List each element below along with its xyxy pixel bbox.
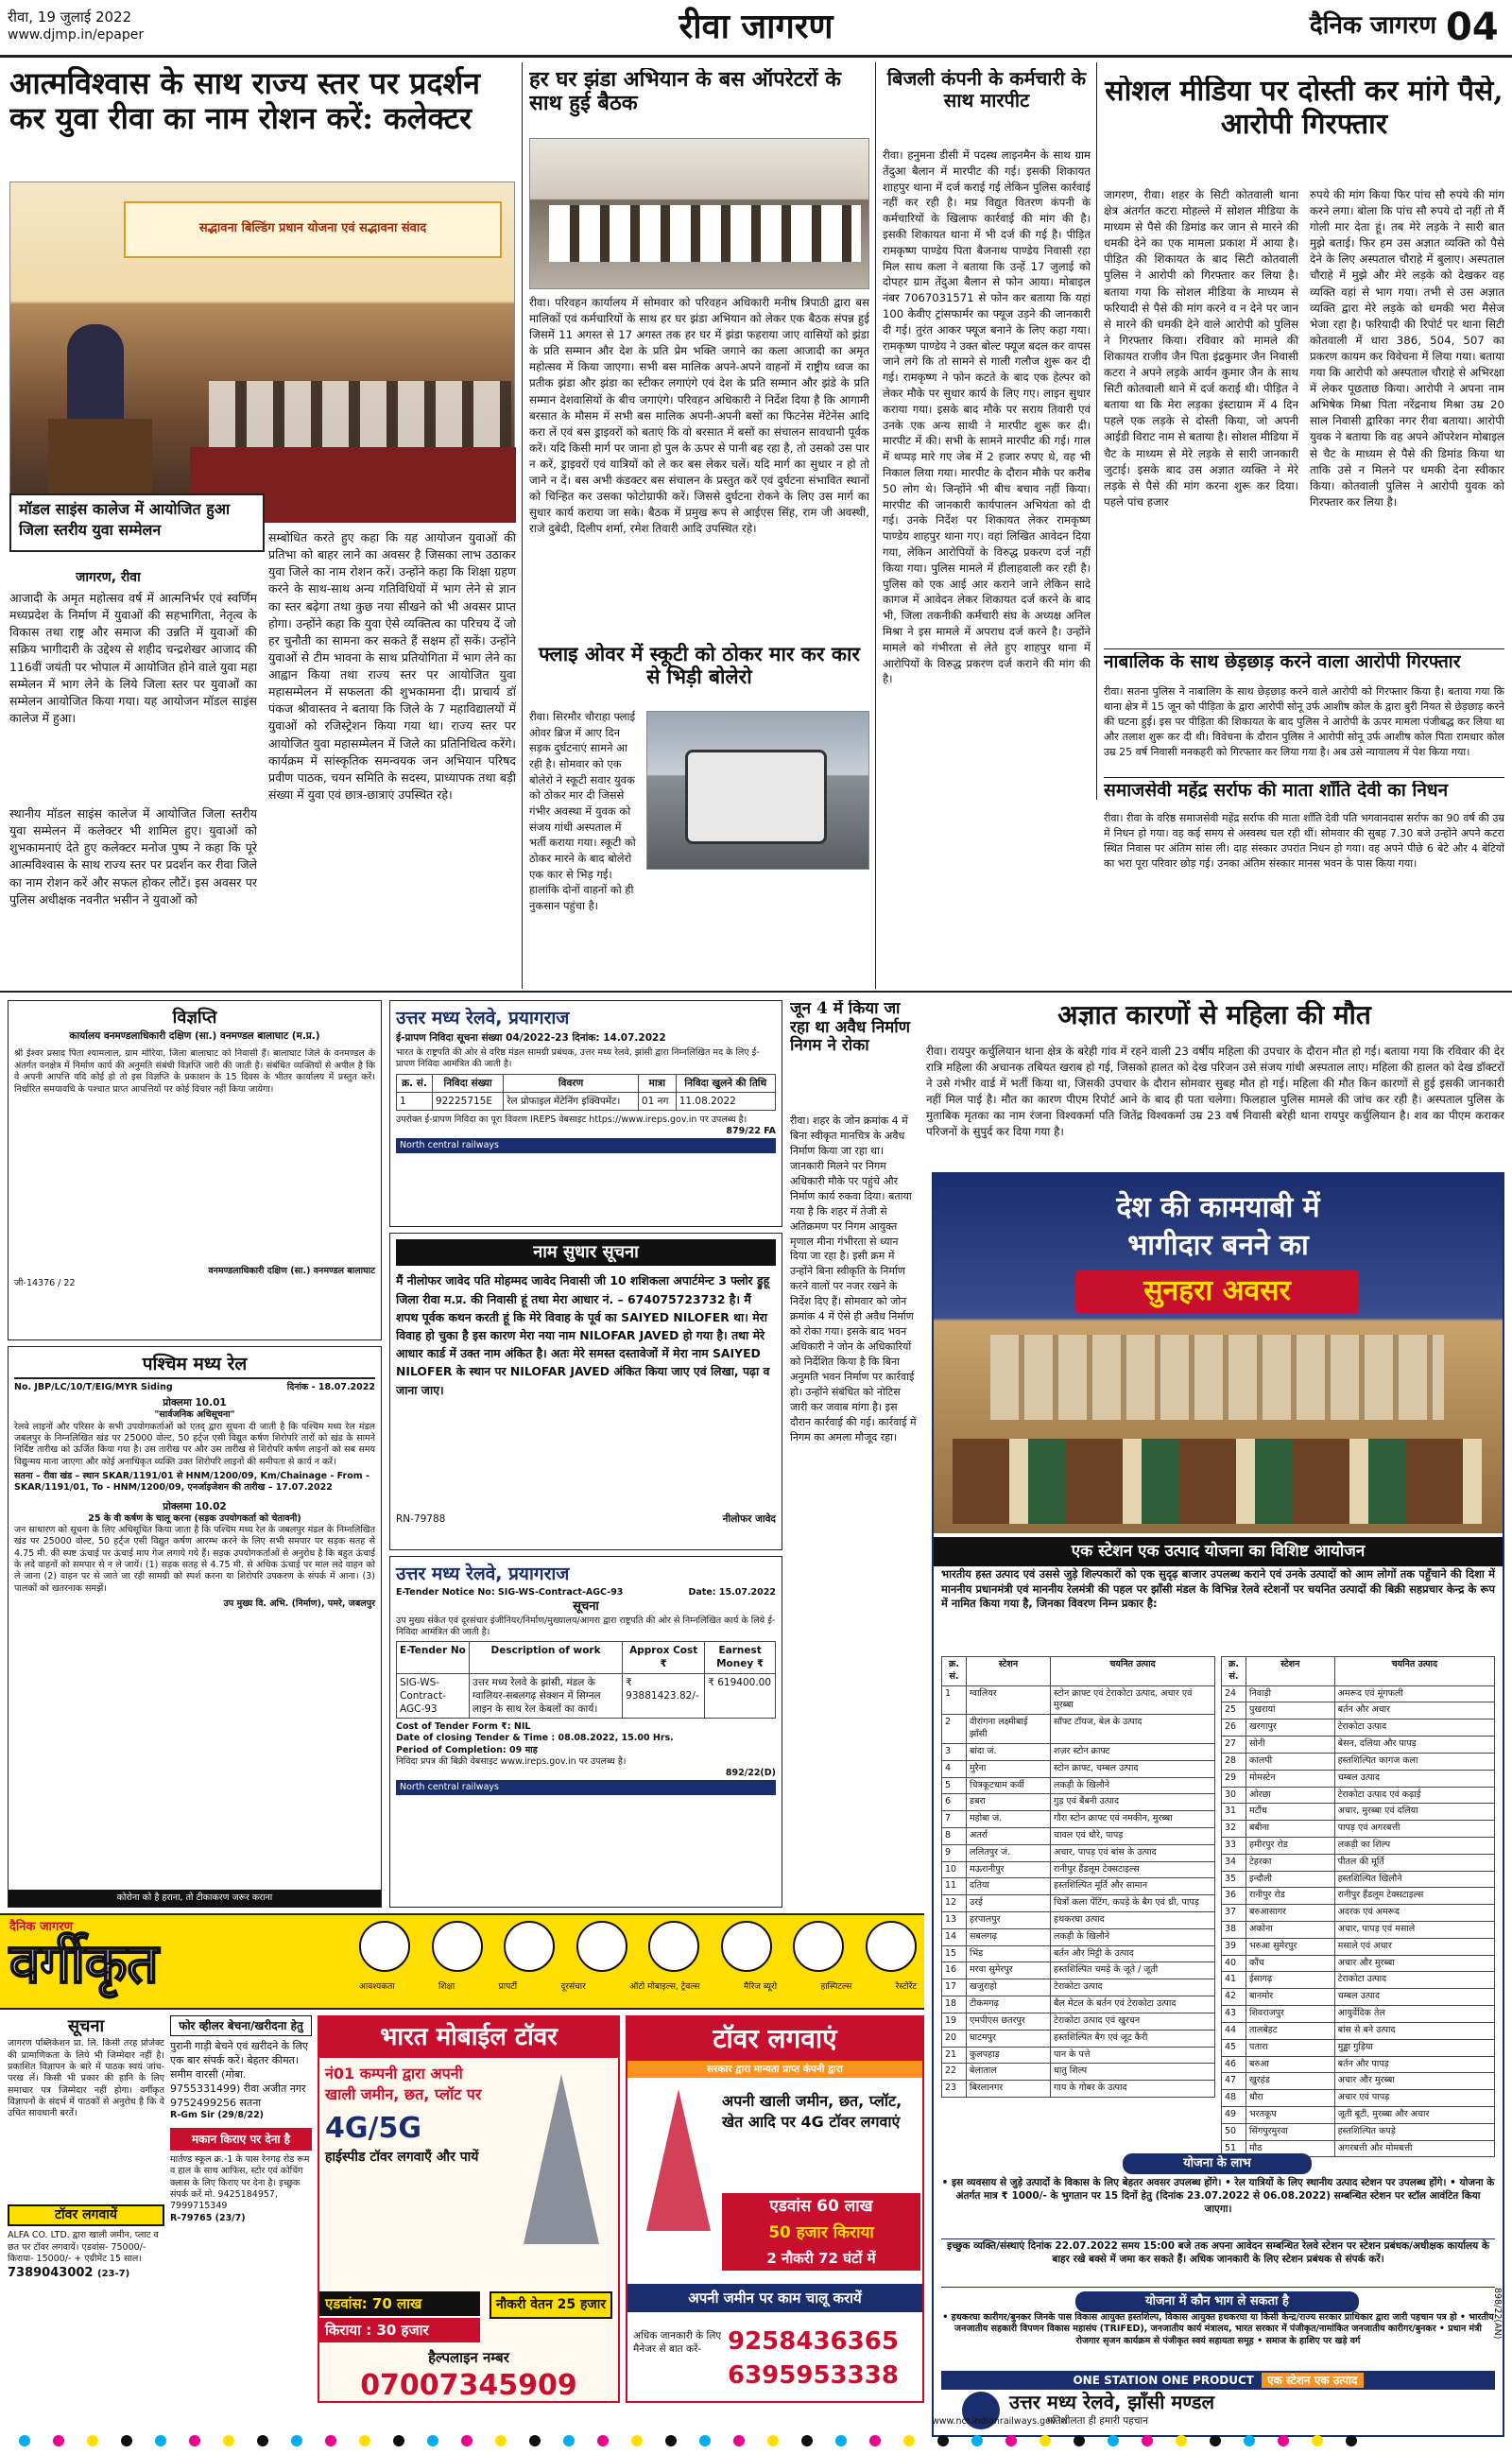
registration-dot: [291, 2435, 302, 2446]
flag-body: रीवा। परिवहन कार्यालय में सोमवार को परिवहन अधिकारी मनीष त्रिपाठी द्वारा बस मालिकों एवं कर्मचारियों के साथ हर घर झंडा अभियान को लेकर एक बैठक संपन्न हुई जिसमें 11 अगस्त से 17 अगस्त तक हर घर में झंडा फहराया जाए वासियों को झंडा के प्रति सम्मान और देश के प्रति प्रेम भक्ति जगाने का कला आजादी का अमृत महोत्सव में किया जाएगा। सभी बस मालिक अपने-अपने वाहनों में राष्ट्रीय ध्वज का प्रतीक झंडा और झंडा का स्टीकर लगाएंगे एवं देश के प्रति सम्मान और झंडे के प्रति सम्मान देशवासियों के बीच जगाएंगे। परिवहन अधिकारी ने निर्देश दिया है कि आगामी बरसात के मौसम में सभी बस मालिक अपनी-अपनी बसों का फिटनेस मेंटेनेंस आदि करा लें एवं बस ड्राइवरों को बताएं कि वो बरसात में बसों का संचालन सावधानी पूर्वक करें। यदि किसी मार्ग पर जाना हो पुल के ऊपर से पानी बह रहा है, तो उसको उस पार न करें, ड्राइवरों एवं यात्रियों को ले कर बस लेकर चलें। यदि मार्ग का सुधार न हो तो जाने न दें। बस अभी कंडक्टर बस संचालन के प्रस्तुत करें एवं दुर्घटना संभावित स्थानों को चिन्हित कर उसका फोटोग्राफी करें। जिससे दुर्घटना रोकने के लिए उस मार्ग का सुधार कार्य कराया जा सके। बैठक में प्रमुख रूप से आईएस सिंह, राम जी अवस्थी, राजे दुबेदी, दिलीप शर्मा, रमेश तिवारी आदि उपस्थित रहे।: [529, 296, 869, 536]
table-row: 1 ग्वालियर स्टोन क्राफ्ट एवं टेराकोटा उत्पाद, अचार एवं मुरब्बा: [942, 1685, 1215, 1715]
table-row: 50 सिंगपुरमुरवा हस्तशिल्पित कपड़े: [1222, 2123, 1495, 2140]
table-row: 14 सबलगढ़ लकड़ी के खिलौने: [942, 1928, 1215, 1945]
registration-dot: [937, 2435, 949, 2446]
registration-dot: [665, 2435, 677, 2446]
vigyapti-box: [8, 1000, 382, 1340]
osop-banner-line-1: देश की कामयाबी में: [1116, 1191, 1320, 1224]
electric-headline: बिजली कंपनी के कर्मचारी के साथ मारपीट: [886, 68, 1087, 112]
event-banner: सद्भावना बिल्डिंग प्रधान योजना एवं सद्भावना संवाद: [124, 201, 502, 258]
th-tender-no: निविदा संख्या: [432, 1074, 503, 1092]
table-row: 45 पतारा मुड्ढा गुड़िया: [1222, 2039, 1495, 2056]
osop-who-title: योजना में कौन भाग ले सकता है: [1075, 2291, 1359, 2312]
vargikrit-brand: दैनिक जागरण: [9, 1920, 74, 1934]
registration-dot: [767, 2435, 779, 2446]
section-title: रीवा जागरण: [679, 7, 833, 46]
osop-table-left: क्र. सं. स्टेशन चयनित उत्पाद 1 ग्वालियर स्टोन क्राफ्ट एवं टेराकोटा उत्पाद, अचार एवं मुरब्बा 2 वीरांगना लक्ष्मीबाई झाँसी सॉफ्ट टॉयज, बेल के उत्पाद 3 बांदा जं. शज़र स्टोन क्राफ्ट 4 मुरैना स्टोन क्राफ्ट, चम्बल उत्पाद 5 चित्रकूटधाम कर्वी लकड़ी के खिलौने 6 डबरा गुड़ एवं बैंबनी उत्पाद 7 महोबा जं. गौरा स्टोन क्राफ्ट एवं नमकीन, मुरब्बा 8 अतर्रा चावल एवं धौरे, पापड़ 9 ललितपुर जं. अचार, पापड़ एवं बांस के उत्पाद 10 मऊरानीपुर रानीपुर हैंडलूम टेक्सटाइल्स 11 दतिया हस्तशिल्पित मूर्ति और सामान 12 उरई चित्रों कला पेंटिंग, कपड़े के बैग एवं थ्री, पापड़ 13 हरपालपुर हथकरघा उत्पाद 14 सबलगढ़ लकड़ी के खिलौने 15 भिंड बर्तन और मिट्टी के उत्पाद 16 मरवा सुमेरपुर हस्तशिल्पित चमड़े के जूते / जूती 17 खजुराहो टेराकोटा उत्पाद 18 टीकमगढ़ बैल मेटल के बर्तन एवं टेराकोटा उत्पाद 19 एमपीएस छतरपुर टेराकोटा उत्पाद एवं खुरचन 20 घाटमपुर हस्तशिल्पित बैग एवं जूट कैरी 21 कुलपहाड़ पान के पत्ते 22 बेलाताल धातु शिल्प 23 बिरलानगर गाय के गोबर के उत्पाद: [941, 1656, 1215, 2098]
tower2-icon: [646, 2089, 711, 2231]
table-row: 35 इन्दौली हस्तशिल्पित खिलौने: [1222, 1871, 1495, 1888]
name-change-sign: नीलोफर जावेद: [722, 1513, 776, 1526]
ncr-tender-table: [396, 1074, 776, 1111]
table-row: 44 तालबेहट बांस से बने उत्पाद: [1222, 2022, 1495, 2039]
craft-products: [953, 1439, 1482, 1524]
lead-photo: [9, 181, 515, 522]
icon-hospital-icon: [793, 1921, 844, 1972]
icon-auto-icon: [648, 1921, 699, 1972]
registration-dot: [1040, 2435, 1051, 2446]
june-headline: जून 4 में किया जा रहा था अवैध निर्माण निगम ने रोका: [790, 1000, 910, 1056]
osop-benefits: • इस व्यवसाय से जुड़े उत्पादों के विकास के लिए बेहतर अवसर उपलब्ध होंगे। • रेल यात्रियों के लिए स्थानीय उत्पाद स्टेशन पर उपलब्ध होंगे। • योजना के अंतर्गत मात्र ₹ 1000/- के भुगतान पर 15 दिनों हेतु (दिनांक 23.07.2022 से 06.08.2022) सम्बन्धित स्टेशन पर स्टॉल आवंटित किया जाएगा।: [941, 2177, 1495, 2216]
table-row: 21 कुलपहाड़ पान के पत्ते: [942, 2047, 1215, 2064]
registration-dot: [1210, 2435, 1221, 2446]
bharat-advance: एडवांस: 70 लाख: [319, 2291, 480, 2316]
wcr-heading-1: "सार्वजनिक अधिसूचना": [154, 1409, 235, 1421]
registration-dot: [359, 2435, 370, 2446]
ncr-etender-intro: उप मुख्य संकेत एवं दूरसंचार इंजीनियर/निर्माण/मुख्यालय/आगरा द्वारा राष्ट्रपति की ओर से निम्नलिखित कार्य के लिये ई-निविदा आमंत्रित की जाती है।: [396, 1615, 776, 1637]
wcr-title: पश्चिम मध्य रेल: [14, 1353, 375, 1379]
suchna-title: सूचना: [67, 2016, 105, 2036]
bharat-tower-ad: [318, 2015, 620, 2403]
ncr-etender-title: उत्तर मध्य रेलवे, प्रयागराज: [396, 1564, 570, 1584]
bharat-line-1: नं01 कम्पनी द्वारा अपनी खाली जमीन, छत, प्लॉट पर: [325, 2065, 482, 2103]
bharat-line-2: 4G/5G: [325, 2112, 421, 2146]
condolence-body: रीवा। रीवा के वरिष्ठ समाजसेवी महेंद्र सर्राफ की माता शाँति देवी पति भगवानदास सर्राफ का 90 वर्ष की उम्र में निधन हो गया। वह कई समय से अस्वस्थ चल रही थीं। सोमवार की सुबह 7.30 बजे उन्होंने अपने कटरा स्थित निवास पर अंतिम सांस ली। दाह संस्कार उपरांत निधन हो गया। वह अपने पीछे 6 बेटे और 4 बेटियों का भरा पूरा परिवार छोड़ गई। उनका अंतिम संस्कार मानस भवन के पास किया गया।: [1104, 812, 1504, 870]
lead-para-3: सम्बोधित करते हुए कहा कि यह आयोजन युवाओं की प्रतिभा को बाहर लाने का अवसर है जिसका लाभ उठाकर युवा जिले का नाम रोशन करें। उन्होंने कहा कि शिक्षा ग्रहण करने के साथ-साथ अन्य गतिविधियों में भाग लेने से ज्ञान का स्तर बढ़ेगा तथा कुछ नया सीखने को भी अवसर प्राप्त होगा। उन्होंने कहा कि युवा ऐसे व्यक्तित्व का परिचय दें जो हर चुनौती का सामना कर सकते हैं सक्षम हों सकें। उन्होंने युवाओं से टीम भावना के साथ प्रतियोगिता में भाग लेने का आह्वान किया तथा राज्य स्तर पर आयोजित युवा महासम्मेलन में सफलता की शुभकामना दी। प्राचार्य डॉ पंकज श्रीवास्तव ने बताया कि जिले के 7 महाविद्यालयों में युवाओं को रजिस्ट्रेशन किया गया था। राज्य स्तर पर आयोजित युवा महासम्मेलन में जिले का प्रतिनिधित्व करेंगे। कार्यक्रम में सांस्कृतिक समन्वयक जन अभियान परिषद प्रवीण पाठक, चयन समिति के सदस्य, प्राध्यापक तथा बड़ी संख्या में युवा एवं छात्र-छात्राएं उपस्थित रहे।: [268, 530, 516, 802]
table-row: 7 महोबा जं. गौरा स्टोन क्राफ्ट एवं नमकीन, मुरब्बा: [942, 1811, 1215, 1828]
osop-yojana-title: योजना के लाभ: [1123, 2153, 1312, 2174]
death-headline: अज्ञात कारणों से महिला की मौत: [1057, 1000, 1371, 1030]
social-col-1: जागरण, रीवा। शहर के सिटी कोतवाली थाना क्षेत्र अंतर्गत कटरा मोहल्ले में सोशल मीडिया के माध्यम से पैसे की डिमांड कर जान से मारने की धमकी देने का एक मामला प्रकाश में आया है। पीड़ित की शिकायत के बाद सिटी कोतवाली पुलिस ने आरोपी को गिरफ्तार कर लिया है। बताया गया कि सोशल मीडिया के माध्यम से फरियादी से पैसे की मांग करने व न देने पर जान से मारने की धमकी देने वाले आरोपी को पुलिस ने गिरफ्तार किया। रविवार को मामले की शिकायत राजीव जैन पिता इंद्रकुमार जैन निवासी कटरा ने अपने लड़के आर्यन कुमार जैन के साथ सिटी कोतवाली थाने में दर्ज कराई थी। पीड़ित ने बताया था कि मेरा लड़का इंस्टाग्राम में 4 दिन पहले एक लड़के से दोस्ती किया, जो अपनी आईडी विराट नाम से बताया है। सोशल मीडिया में चैट के माध्यम से मेरे लड़के से सारी जानकारी जुटाई। इसके बाद उस अज्ञात व्यक्ति ने मेरे लड़के से पैसे की मांग करना शुरू कर दिया। पहले पांच हजार: [1104, 188, 1298, 509]
tower2-advance: एडवांस 60 लाख: [722, 2193, 920, 2221]
table-row: 26 खरगापुर टेराकोटा उत्पाद: [1222, 1720, 1495, 1737]
tower2-body: अपनी खाली जमीन, छत, प्लॉट, खेत आदि पर 4G टॉवर लगवाएं: [722, 2092, 902, 2131]
wcr-date: दिनांक - 18.07.2022: [286, 1381, 375, 1392]
table-row: 38 अकोना अचार, पापड़ एवं मसाले: [1222, 1922, 1495, 1939]
brand-name: दैनिक जागरण: [1309, 11, 1436, 40]
table-row: 37 बरुआसागर अदरक एवं अमरूद: [1222, 1905, 1495, 1922]
vigyapti-ref: जी-14376 / 22: [14, 1277, 76, 1288]
rent-title: मकान किराए पर देना है: [170, 2128, 312, 2151]
suchna-col: [8, 2015, 164, 2403]
registration-dot: [495, 2435, 507, 2446]
registration-dot: [631, 2435, 643, 2446]
th-desc: विवरण: [504, 1074, 639, 1092]
tower2-rent: 50 हजार किराया: [722, 2220, 920, 2247]
registration-dot: [869, 2435, 881, 2446]
registration-dot: [155, 2435, 166, 2446]
vargikrit-title: वर्गीकृत: [9, 1931, 159, 1996]
sale-title: फोर व्हीलर बेचना/खरीदना हेतु: [170, 2015, 312, 2036]
category-restaurant[interactable]: रेस्टोरेंट: [895, 1982, 917, 1992]
social-headline: सोशल मीडिया पर दोस्ती कर मांगे पैसे, आरोपी गिरफ्तार: [1105, 76, 1503, 141]
registration-marks: [0, 2435, 1512, 2454]
category-education[interactable]: शिक्षा: [438, 1982, 455, 1992]
scooty-headline: फ्लाइ ओवर में स्कूटी को ठोकर मार कर कार से भिड़ी बोलेरो: [539, 643, 860, 689]
electric-body: रीवा। हनुमना डीसी में पदस्थ लाइनमैन के साथ ग्राम तेंदुआ बैलान में मारपीट की गई। इसकी शिकायत शाहपुर थाना में दर्ज कराई गई लेकिन पुलिस कार्रवाई नहीं कर रही है। मप्र विद्युत वितरण कंपनी के कर्मचारियों के खिलाफ कार्रवाई की मांग की है। इसकी शिकायत थाना में भी दर्ज की गई है। पीड़ित रामकृष्ण पाण्डेय पिता बैजनाथ पाण्डेय निवासी रहा मिल साथ कला ने बताया कि उन्हें 17 जुलाई को दोपहर ग्राम तेंदुआ बैलान से फोन आया। मोबाइल नंबर 7067031571 से फोन कर बताया कि यहां 100 केवीए ट्रांसफार्मर का फ्यूज उड़ने की जानकारी दी गई। तुरंत आकर फ्यूज बनाने के लिए कहा गया। रामकृष्ण पाण्डेय ने उक्त बोल्ट फ्यूज बदल कर वापस जाने लगे कि तो सामने से गाली गलौज शुरू कर दी गई। रामकृष्ण ने फोन कटते के बाद एक हेल्पर को लेकर मौके पर सुधार कार्य के लिए गए। लाइन सुधार कराया गया। इसके बाद मौके पर सराय तिवारी एवं उनके एक अन्य साथी ने मारपीट शुरू कर दी। मारपीट में की। सभी के सामने मारपीट की गई। गाल में थप्पड़ मारे गए जेब में 2 हजार रुपए थे, वह भी निकाल लिया गया। मारपीट के दौरान मौके पर करीब 50 लोग थे। जिन्होंने भी बीच बचाव नहीं किया। मारपीट की जानकारी कार्यपालन अभियंता को दी गई। उनके निर्देश पर शिकायत लेकर रामकृष्ण पाण्डेय शाहपुर थाना गए। वहां लिखित आवेदन दिया गया, लेकिन आरोपियों के विरुद्ध प्रकरण दर्ज नहीं किया गया। पुलिस मामले में हीलाहवाली कर रही है। पुलिस को एक आई आर कराने जाने लेकिन सादे कागज में आवेदन लेकर शिकायत दर्ज करने के बाद भी, जिला तकनीकी कर्मचारी संघ के अध्यक्ष अनिल मिश्रा ने इस मामले में अपराध दर्ज करने है। उन्होंने मामले को गंभीरता से लेते हुए शाहपुर थाना में आरोपियों के विरुद्ध प्रकरण दर्ज कराने की मांग की है।: [883, 148, 1091, 686]
tower2-phone-1[interactable]: 9258436365: [728, 2327, 899, 2356]
table-row: 10 मऊरानीपुर रानीपुर हैंडलूम टेक्सटाइल्स: [942, 1861, 1215, 1878]
bharat-rent: किराया : 30 हजार: [319, 2318, 480, 2342]
osop-site[interactable]: www.ncr.indianrailways.gov.in: [932, 2416, 1067, 2427]
table-row: 5 चित्रकूटधाम कर्वी लकड़ी के खिलौने: [942, 1777, 1215, 1794]
tower2-cta: अपनी जमीन पर काम चालू करायें: [627, 2284, 922, 2312]
registration-dot: [223, 2435, 234, 2446]
registration-dot: [1142, 2435, 1153, 2446]
registration-dot: [563, 2435, 575, 2446]
bharat-helpline: हैल्पलाइन नम्बर: [428, 2349, 509, 2366]
name-change-body: मैं नीलोफर जावेद पति मोहम्मद जावेद निवासी जी 10 शशिकला अपार्टमेन्ट 3 फ्लोर ड्रुहू जिला रीवा म.प्र. की निवासी हूं तथा मेरा आधार नं. – 674075723732 है। मैं शपथ पूर्वक कथन करती हूं कि मेरे विवाह के पूर्व का SAIYED NILOFER था। मेरा विवाह हो चुका है इस कारण मेरा नया नाम NILOFAR JAVED हो गया है। तथा मेरे आधार कार्ड में उक्त नाम अंकित है। अतः मेरे समस्त दस्तावेजों में मेरा नाम SAIYED NILOFER के स्थान पर NILOFAR JAVED अंकित किया जाए एवं लिखा, पढ़ा व जाना जाए।: [396, 1273, 770, 1397]
lead-photo-caption: मॉडल साइंस कालेज में आयोजित हुआ जिला स्तरीय युवा सम्मेलन: [9, 493, 265, 552]
tower-ad-2: [626, 2015, 924, 2403]
ncr-etender-footer: North central railways: [396, 1780, 776, 1795]
registration-dot: [325, 2435, 336, 2446]
lead-dateline: जागरण, रीवा: [76, 570, 141, 585]
osop-who: • हथकरघा कारीगर/बुनकर जिनके पास विकास आयुक्त हस्तशिल्प, विकास आयुक्त हथकरघा या किसी केन्द्र/राज्य सरकार प्राधिकार द्वारा जारी पहचान पत्र हो • भारतीय जनजातीय सहकारी विपणन विकास महासंघ (TRIFED), जनजातीय कार्य मंत्रालय, भारत सरकार में पंजीकृत/नामांकित जनजातीय कारीगर/बुनकर • प्रधान मंत्री रोजगार सृजन कार्यक्रम से पंजीकृत स्वयं सहायता समूह • समाज के हाशिए पर खड़े वर्ग: [942, 2312, 1494, 2346]
social-col-2: रुपये की मांग किया फिर पांच सौ रुपये की मांग करने लगा। बोला कि पांच सौ रुपये दो नहीं तो मैं गोली मार देता हूं। तब मेरे लड़के ने सारी बात मुझे बताई। फिर हम उस अज्ञात व्यक्ति को पैसे देने के लिए अस्पताल चौराहे में बुलाए। अस्पताल चौराहे में मुझे और मेरे लड़के को देखकर वह व्यक्ति वहां से भाग गया। तभी से उस अज्ञात व्यक्ति द्वारा मेरे लड़के को धमकी भरा मैसेज भेजा रहा है। फरियादी की रिपोर्ट पर थाना सिटी कोतवाली में धारा 386, 504, 507 का प्रकरण कायम कर विवेचना में लिया गया। बताया गया कि आरोपी को अस्पताल चौराहे से अभिरक्षा में लेकर पूछताछ किया। आरोपी ने अपना नाम अभिषेक मिश्रा पिता नरेंद्रनाथ मिश्रा उम्र 20 साल निवासी द्वारिका नगर रीवा बताया। आरोपी युवक ने बताया कि वह अपने ऑपरेशन मोबाइल से चैट के माध्यम से पैसे की डिमांड किया था ताकि उसे न मिलने पर धमकी देना स्वीकार किया। कोतवाली पुलिस ने आरोपी युवक को गिरफ्तार कर लिया है।: [1310, 188, 1504, 509]
registration-dot: [393, 2435, 404, 2446]
osop-apply: इच्छुक व्यक्ति/संस्थाएं दिनांक 22.07.2022 समय 15:00 बजे तक अपना आवेदन सम्बन्धित रेलवे स्टेशन पर स्टेशन प्रबंधक/अधीक्षक कार्यालय के बाहर रखे बक्से में जमा कर सकते हैं। अधिक जानकारी के लिए स्टेशन प्रबंधक से संपर्क करें।: [941, 2238, 1495, 2288]
registration-dot: [121, 2435, 132, 2446]
tower2-phone-2[interactable]: 6395953338: [728, 2361, 899, 2390]
table-row: 17 खजुराहो टेराकोटा उत्पाद: [942, 1979, 1215, 1996]
wcr-slogan: कोरोना को है हराना, तो टीकाकरण जरूर कराना: [9, 1890, 381, 1907]
registration-dot: [801, 2435, 813, 2446]
name-change-code: RN-79788: [396, 1513, 446, 1526]
table-row: 33 हमीरपुर रोड लकड़ी का शिल्प: [1222, 1837, 1495, 1854]
sale-body: पुरानी गाड़ी बेचने एवं खरीदने के लिए एक बार संपर्क करें। बेहतर कीमत। समीम वारसी (मोबा. 9755331499) रीवा अजीत नगर 9752499256 सतना: [170, 2040, 309, 2109]
table-row: 41 ईसागढ़ टेराकोटा उत्पाद: [1222, 1972, 1495, 1989]
osop-bar-hi: एक स्टेशन एक उत्पाद: [1262, 2373, 1364, 2388]
table-row: 15 भिंड बर्तन और मिट्टी के उत्पाद: [942, 1945, 1215, 1962]
table-row: 49 भरतकूप जूती बूटी, मुरब्बा और अचार: [1222, 2106, 1495, 2123]
registration-dot: [1312, 2435, 1323, 2446]
death-body: रीवा। रायपुर कर्चुलियान थाना क्षेत्र के बरेही गांव में रहने वाली 23 वर्षीय महिला की उपचार के दौरान मौत हो गई। बताया गया कि रविवार की देर रात्रि महिला की अचानक तबियत खराब हो गई, जिसको हालत को देख परिजन उसे संजय गांधी अस्पताल लाए। महिला की हालत को देख डॉक्टरों ने उसे गंभीर वार्ड में भर्ती किया था, जिसकी उपचार के दौरान सोमवार सुबह मौत हो गई। महिला की मौत किन कारणों से हुई इसकी जानकारी नहीं मिल पाई है। मौत का कारण पीएम रिपोर्ट आने के बाद ही पता चलेगा। फिलहाल पुलिस मामले की जांच कर रही है। अस्पताल पुलिस के मुताबिक मृतका का नाम रंजना विश्वकर्मा पति जितेंद्र विश्वकर्मा उम्र 23 वर्ष निवासी बरेही थाना रायपुर कर्चुलियान है। शव का पीएम कराकर परिजनों के सुपुर्द कर दिया गया है।: [926, 1045, 1504, 1139]
tower-ad-small-phone[interactable]: 7389043002: [8, 2266, 94, 2281]
table-row: 24 निवाड़ी अमरूद एवं मूंगफली: [1222, 1685, 1495, 1702]
osop-tagline: गतिशीलता ही हमारी पहचान: [1047, 2415, 1148, 2427]
table-row: 23 बिरलानगर गाय के गोबर के उत्पाद: [942, 2081, 1215, 2098]
masthead-dateline: [8, 8, 215, 47]
ncr-etender-table: E-Tender No Description of work Approx Cost ₹ Earnest Money ₹ SIG-WS-Contract-AGC-93 उत्तर मध्य रेलवे के झांसी, मंडल के ग्वालियर-सबलगढ़ सेक्शन में सिग्नल लाइन के साथ रेल केबलों का कार्य। ₹ 93881423.82/- ₹ 619400.00: [396, 1641, 776, 1719]
registration-dot: [835, 2435, 847, 2446]
table-row: 1 92225715E रेल प्रोफाइल मेंटेनिंग इक्विपमेंट। 01 नग 11.08.2022: [397, 1092, 776, 1110]
tower2-contact: अधिक जानकारी के लिए मैनेजर से बात करें-: [633, 2330, 722, 2356]
osop-banner-line-2: भागीदार बनने का: [1127, 1229, 1309, 1262]
table-row: 12 उरई चित्रों कला पेंटिंग, कपड़े के बैग एवं थ्री, पापड़: [942, 1895, 1215, 1912]
osop-intro: भारतीय हस्त उत्पाद एवं उससे जुड़े शिल्पकारों को एक सुदृढ़ बाजार उपलब्ध कराने एवं उनके उत्पादों को आम लोगों तक पहुँचाने की दिशा में माननीय प्रधानमंत्री एवं माननीय रेलमंत्री की पहल पर झाँसी मंडल के विभिन्न रेलवे स्टेशनों पर चयनित उत्पादों की बिक्री सहप्रचार केन्द्र के रूप में नामित किया गया है, जिनका विवरण निम्न प्रकार है:: [941, 1567, 1495, 1611]
ncr-etender-no: E-Tender Notice No: SIG-WS-Contract-AGC-93: [396, 1586, 624, 1598]
registration-dot: [1108, 2435, 1119, 2446]
ncr-etender-box: [389, 1556, 782, 1908]
table-row: 42 बानमोर चम्बल उत्पाद: [1222, 1989, 1495, 2006]
table-row: 28 कालपी हस्तशिल्पित कागज कला: [1222, 1753, 1495, 1770]
category-telecom[interactable]: दूरसंचार: [560, 1982, 586, 1992]
wcr-body-1: रेलवे लाइनों और परिसर के सभी उपयोगकर्ताओं को एतद् द्वारा सूचना दी जाती है कि पश्चिम मध्य रेल मंडल जबलपुर के निम्नलिखित खंड पर 25000 वोल्ट, 50 हर्ट्ज एसी विद्युत कर्षण शिरोपरि तारों को खंड के सामने निर्दिष्ट तारीख को ऊर्जित किया गया है। उस तारीख पर और उस तारीख से शिरोपरि कर्षण लाइनों को सब समय विद्युन्मय माना जाएगा और कोई अनाधिकृत व्यक्ति उक्त शिरोपरि लाइनों की समीपता से कार्य न करें।: [14, 1421, 375, 1467]
bharat-title: भारत मोबाईल टॉवर: [319, 2017, 618, 2058]
table-row: 2 वीरांगना लक्ष्मीबाई झाँसी सॉफ्ट टॉयज, बेल के उत्पाद: [942, 1715, 1215, 1744]
registration-dot: [427, 2435, 438, 2446]
registration-dot: [971, 2435, 983, 2446]
icon-education-icon: [432, 1921, 483, 1972]
table-row: 13 हरपालपुर हथकरघा उत्पाद: [942, 1912, 1215, 1929]
table-row: 32 बबीना पापड़ एवं अगरबत्ती: [1222, 1821, 1495, 1838]
table-row: 30 ओरछा टेराकोटा उत्पाद एवं कढ़ाई: [1222, 1787, 1495, 1804]
table-row: 4 मुरैना स्टोन क्राफ्ट, चम्बल उत्पाद: [942, 1760, 1215, 1777]
rent-code: R-79765 (23/7): [170, 2212, 246, 2223]
table-row: 34 टेहरका पीतल की मूर्ति: [1222, 1854, 1495, 1871]
ncr-etender-note: निविदा प्रपत्र की बिक्री वेबसाइट www.ireps.gov.in पर उपलब्ध है।: [396, 1756, 627, 1768]
sale-col: [170, 2015, 312, 2403]
tower2-subtitle: सरकार द्वारा मान्यता प्राप्त कंपनी द्वारा: [627, 2061, 922, 2078]
registration-dot: [461, 2435, 472, 2446]
registration-dot: [1244, 2435, 1255, 2446]
table-row: 29 मोमस्टेन चम्बल उत्पाद: [1222, 1770, 1495, 1787]
scooty-photo: [646, 711, 869, 870]
icon-telecom-icon: [576, 1921, 627, 1972]
registration-dot: [19, 2435, 30, 2446]
table-row: 11 दतिया हस्तशिल्पित मूर्ति और सामान: [942, 1878, 1215, 1895]
table-row: 18 टीकमगढ़ बैल मेटल के बर्तन एवं टेराकोटा उत्पाद: [942, 1996, 1215, 2013]
ncr-etender-closing: Date of closing Tender & Time : 08.08.2022, 15.00 Hrs.: [396, 1733, 674, 1744]
epaper-link[interactable]: www.djmp.in/epaper: [8, 27, 145, 43]
wcr-body-2: जन साधारण को सूचना के लिए अधिसूचित किया जाता है कि पश्चिम मध्य रेल के जबलपुर मंडल के निम्नलिखित खंड पर 25000 वोल्ट, 50 हर्ट्ज एसी विद्युत कर्षण आरम्भ करने के लिए सभी समपार पर सड़क सतह से 4.75 मी. की स्पष्ट ऊंचाई पर ऊंचाई माप गेज लगाये गये हैं। सड़क उपयोगकर्ताओं से अनुरोध है कि बहुत ऊंचाई के लदे वाहनों को समपार से न ले जायें। (1) सड़क सतह से 4.75 मी. से अधिक ऊंचाई पर माल लदे वाहन को ले जाना (2) वाहन पर से जाते जा रही सामग्री को स्पर्श करना या शिरोपरि उपकरण के संपर्क में आना। (3) पालकों को खतरनाक समझें।: [14, 1525, 375, 1594]
registration-dot: [87, 2435, 98, 2446]
osop-banner: [934, 1174, 1503, 1533]
lead-headline: आत्मविश्वास के साथ राज्य स्तर पर प्रदर्शन कर युवा रीवा का नाम रोशन करें: कलेक्टर: [9, 66, 481, 136]
icon-marriage-icon: [721, 1921, 772, 1972]
registration-dot: [699, 2435, 711, 2446]
tower-ad-small-title: टॉवर लगवायें: [8, 2204, 164, 2226]
page-number: 04: [1446, 6, 1499, 49]
ncr-tender-box: [389, 1000, 782, 1227]
table-row: 47 खुरहंड अचार और मुरब्बा: [1222, 2073, 1495, 2090]
lead-para-1: आजादी के अमृत महोत्सव वर्ष में आत्मनिर्भर एवं स्वर्णिम मध्यप्रदेश के निर्माण में युवाओं की सहभागिता, नेतृत्व के विकास तथा राष्ट्र और समाज की उन्नति में युवाओं की सक्रिय भागीदारी के उद्देश्य से शहीद चन्द्रशेखर आजाद की 116वीं जयंती पर भोपाल में आयोजित होने वाले युवा महा सम्मेलन में भाग लेने के लिये जिला स्तर पर युवाओं का सम्मेलन आयोजित किया गया। यह आयोजन मॉडल साइंस कालेज में हुआ।: [9, 591, 257, 725]
issue-date: रीवा, 19 जुलाई 2022: [8, 9, 132, 26]
vargikrit-strip: [0, 1913, 924, 2010]
flag-headline: हर घर झंडा अभियान के बस ऑपरेटरों के साथ हुई बैठक: [529, 68, 842, 116]
th-open-date: निविदा खुलने की तिथि: [676, 1074, 775, 1092]
scooty-body: रीवा। सिरमौर चौराहा फ्लाई ओवर ब्रिज में आए दिन सड़क दुर्घटनाएं सामने आ रही है। सोमवार को एक बोलेरो ने स्कूटी सवार युवक को ठोकर मार दी जिससे गंभीर अवस्था में युवक को संजय गांधी अस्पताल में भर्ती कराया गया। स्कूटी को ठोकर मारने के बाद बोलेरो एक कार से भिड़ गई। हालांकि दोनों वाहनों को ही नुकसान पहुंचा है।: [529, 710, 636, 913]
wcr-prak-2: प्रोक्लमा 10.02: [163, 1500, 227, 1512]
category-hospitals[interactable]: हास्पिटल्स: [820, 1982, 852, 1992]
vargikrit-category-row: [359, 1981, 917, 1993]
th-sno: क्र. सं.: [397, 1074, 433, 1092]
registration-dot: [529, 2435, 541, 2446]
suchna-body: जागरण पब्लिकेशन प्रा. लि. किसी तरह प्रोजेक्ट की प्रामाणिकता के लिये भी जिम्मेदार नहीं है। प्रकाशित विज्ञापन के बारे में पाठक स्वयं जांच-परख लें। किसी भी प्रकार की हानि के लिए समाचार पत्र जिम्मेदार नहीं होगा। वर्गीकृत विज्ञापनों के संदर्भ में पाठकों से अनुरोध है कि वे उचित सावधानी बरतें।: [8, 2038, 164, 2119]
wcr-ref: No. JBP/LC/10/T/EIG/MYR Siding: [14, 1381, 173, 1392]
flag-photo: [529, 138, 869, 289]
table-row: 39 भरुआ सुमेरपुर मसाले एवं अचार: [1222, 1938, 1495, 1955]
table-row: 19 एमपीएस छतरपुर टेराकोटा उत्पाद एवं खुरचन: [942, 2013, 1215, 2030]
table-row: SIG-WS-Contract-AGC-93 उत्तर मध्य रेलवे के झांसी, मंडल के ग्वालियर-सबलगढ़ सेक्शन में सिग्नल लाइन के साथ रेल केबलों का कार्य। ₹ 93881423.82/- ₹ 619400.00: [397, 1673, 776, 1719]
table-row: 48 धौरा अचार एवं पापड़: [1222, 2090, 1495, 2107]
name-change-box: [389, 1233, 782, 1550]
table-row: 36 रानीपुर रोड रानीपुर हैंडलूम टेक्सटाइल्स: [1222, 1888, 1495, 1905]
registration-dot: [189, 2435, 200, 2446]
table-row: 20 घाटमपुर हस्तशिल्पित बैग एवं जूट कैरी: [942, 2030, 1215, 2047]
rent-body: मार्तण्ड स्कूल क्र.-1 के पास रेनगढ़ रोड रूम व हाल के साथ आफिस, स्टोर एवं कोचिंग क्लास के लिए किराए पर देना है। इच्छुक संपर्क करें मो. 9425184957, 7999715349: [170, 2153, 310, 2212]
category-jobs[interactable]: आवश्यकता: [359, 1982, 395, 1992]
osop-ad: [932, 1172, 1504, 2437]
registration-dot: [1346, 2435, 1357, 2446]
table-row: 43 शिवराजपुर आयुर्वेदिक तेल: [1222, 2006, 1495, 2023]
icon-property-icon: [504, 1921, 555, 1972]
osop-bar-en: ONE STATION ONE PRODUCT: [1073, 2374, 1254, 2387]
registration-dot: [1278, 2435, 1289, 2446]
wcr-box: [8, 1346, 382, 1908]
osop-org: उत्तर मध्य रेलवे, झाँसी मण्डल: [1009, 2391, 1215, 2413]
table-row: 3 बांदा जं. शज़र स्टोन क्राफ्ट: [942, 1743, 1215, 1760]
ncr-etender-label: सूचना: [573, 1599, 599, 1614]
sale-code: R-Gm Sir (29/8/22): [170, 2110, 265, 2121]
name-change-title: नाम सुधार सूचना: [396, 1239, 776, 1266]
wcr-section-1: सतना – रीवा खंड – स्थान SKAR/1191/01 से HNM/1200/09, Km/Chainage - From - SKAR/1191/01, To - HNM/1200/09, एनर्जाइजेशन की तारीख – 17.07.2022: [14, 1470, 369, 1494]
table-row: 9 ललितपुर जं. अचार, पापड़ एवं बांस के उत्पाद: [942, 1844, 1215, 1861]
vigyapti-title: विज्ञप्ति: [172, 1008, 217, 1028]
table-row: 8 अतर्रा चावल एवं धौरे, पापड़: [942, 1827, 1215, 1844]
registration-dot: [1005, 2435, 1017, 2446]
registration-dot: [597, 2435, 609, 2446]
ncr-etender-date: Date: 15.07.2022: [688, 1586, 776, 1598]
table-row: 46 बरुआ बर्तन और पापड़: [1222, 2056, 1495, 2073]
registration-dot: [1176, 2435, 1187, 2446]
tower2-job: 2 नौकरी 72 घंटों में: [722, 2246, 920, 2271]
category-marriage[interactable]: मैरिज ब्यूरो: [743, 1982, 778, 1992]
ncr-etender-period: Period of Completion: 09 माह: [396, 1744, 538, 1755]
table-row: 25 पुखरायां बर्तन और अचार: [1222, 1702, 1495, 1720]
table-row: 51 मौठ अगरबत्ती और मोमबत्ती: [1222, 2140, 1495, 2157]
th-qty: मात्रा: [638, 1074, 676, 1092]
bharat-line-3: हाईस्पीड टॉवर लगवाएँ और पायें: [325, 2149, 479, 2165]
table-row: 22 बेलाताल धातु शिल्प: [942, 2064, 1215, 2081]
dignitaries-row: [209, 381, 511, 447]
registration-dot: [53, 2435, 64, 2446]
vigyapti-sign: वनमण्डलाधिकारी दक्षिण (सा.) वनमण्डल बालाघाट: [208, 1266, 375, 1277]
icon-restaurant-icon: [866, 1921, 917, 1972]
osop-banner-line-3: सुनहरा अवसर: [1075, 1270, 1359, 1313]
category-property[interactable]: प्रापर्टी: [498, 1982, 518, 1992]
table-row: 31 मटौंध अचार, मुरब्बा एवं दलिया: [1222, 1804, 1495, 1821]
condolence-headline: समाजसेवी महेंद्र सर्राफ की माता शाँति देवी का निधन: [1104, 781, 1449, 801]
bharat-phone[interactable]: 07007345909: [360, 2369, 577, 2402]
table-row: 40 कौंच अचार और मुरब्बा: [1222, 1955, 1495, 1972]
registration-dot: [733, 2435, 745, 2446]
table-row: 16 मरवा सुमेरपुर हस्तशिल्पित चमड़े के जूते / जूती: [942, 1962, 1215, 1979]
osop-code: 898/22(AN): [1492, 2288, 1503, 2340]
bharat-salary: नौकरी वेतन 25 हजार: [490, 2291, 612, 2319]
tower2-title: टॉवर लगवाएं: [627, 2017, 922, 2061]
vigyapti-office: कार्यालय वनमण्डलाधिकारी दक्षिण (सा.) वनमण्डल बालाघाट (म.प्र.): [69, 1030, 320, 1043]
table-row: 6 डबरा गुड़ एवं बैंबनी उत्पाद: [942, 1794, 1215, 1811]
station-building: [990, 1335, 1444, 1420]
registration-dot: [1074, 2435, 1085, 2446]
registration-dot: [257, 2435, 268, 2446]
ncr-etender-code: 892/22(D): [725, 1768, 776, 1779]
table-row: 27 सोनी बेसन, दलिया और पापड़: [1222, 1737, 1495, 1754]
tower-ad-small-body: ALFA CO. LTD. द्वारा खाली जमीन, प्लाट व छत पर टॉवर लगवायें। एडवांस- 75000/- किराया- 15000/- + एग्रीमेंट 15 साल।: [8, 2230, 159, 2264]
minor-body: रीवा। सतना पुलिस ने नाबालिग के साथ छेड़छाड़ करने वाले आरोपी को गिरफ्तार किया है। बताया गया कि थाना क्षेत्र में 15 जून को पीड़िता के द्वारा आरोपी सोनू उर्फ आशीष कोल के द्वारा बुरी नियत से छेड़छाड़ करने की घटना हुई। इस पर पीड़िता की शिकायत के बाद पुलिस ने आरोपी के ऊपर मामला पंजीबद्ध कर लिया था और तलाश शुरू कर दी थी। विवेचना के दौरान पुलिस ने आरोपी सोनू उर्फ आशीष कोल पिता रामधार कोल उम्र 25 वर्ष निवासी मनकहरी को गिरफ्तार कर लिया गया है। अब उसे न्यायालय में पेश किया गया।: [1104, 685, 1504, 758]
tower-ad-small-code: (23-7): [97, 2269, 130, 2280]
osop-table-right: क्र. सं. स्टेशन चयनित उत्पाद 24 निवाड़ी अमरूद एवं मूंगफली 25 पुखरायां बर्तन और अचार 26 खरगापुर टेराकोटा उत्पाद 27 सोनी बेसन, दलिया और पापड़ 28 कालपी हस्तशिल्पित कागज कला 29 मोमस्टेन चम्बल उत्पाद 30 ओरछा टेराकोटा उत्पाद एवं कढ़ाई 31 मटौंध अचार, मुरब्बा एवं दलिया 32 बबीना पापड़ एवं अगरबत्ती 33 हमीरपुर रोड लकड़ी का शिल्प 34 टेहरका पीतल की मूर्ति 35 इन्दौली हस्तशिल्पित खिलौने 36 रानीपुर रोड रानीपुर हैंडलूम टेक्सटाइल्स 37 बरुआसागर अदरक एवं अमरूद 38 अकोना अचार, पापड़ एवं मसाले 39 भरुआ सुमेरपुर मसाले एवं अचार 40 कौंच अचार और मुरब्बा 41 ईसागढ़ टेराकोटा उत्पाद 42 बानमोर चम्बल उत्पाद 43 शिवराजपुर आयुर्वेदिक तेल 44 तालबेहट बांस से बने उत्पाद 45 पतारा मुड्ढा गुड़िया 46 बरुआ बर्तन और पापड़ 47 खुरहंड अचार और मुरब्बा 48 धौरा अचार एवं पापड़ 49 भरतकूप जूती बूटी, मुरब्बा और अचार 50 सिंगपुरमुरवा हस्तशिल्पित कपड़े 51 मौठ अगरबत्ती और मोमबत्ती: [1221, 1656, 1495, 2157]
lead-para-2: स्थानीय मॉडल साइंस कालेज में आयोजित जिला स्तरीय युवा सम्मेलन में कलेक्टर भी शामिल हुए। युवाओं को शुभकामनाएं देते हुए कलेक्टर मनोज पुष्प ने कहा कि पूरे आत्मविश्वास के साथ राज्य स्तर पर प्रदर्शन कर रीवा जिले का नाम रोशन करें और सफल होकर लौटें। इस अवसर पर पुलिस अधीक्षक नवनीत भसीन ने युवाओं को: [9, 806, 257, 907]
category-icons: [359, 1921, 917, 1978]
ncr-etender-form-cost: Cost of Tender Form ₹: NIL: [396, 1721, 531, 1733]
vigyapti-body: श्री ईश्वर प्रसाद पिता श्यामलाल, ग्राम मोरिया, जिला बालाघाट को निवासी हैं। बालाघाट जिले के वनमण्डल के अंतर्गत वनक्षेत्र में निर्माण कार्य की अनुमति संबंधी विज्ञप्ति जारी की जाती है। संबंधित व्यक्तियों से अपील है कि वे अपनी आपत्ति यदि कोई हो तो इस विज्ञप्ति के प्रकाशन के 15 दिवस के भीतर कार्यालय में प्रस्तुत करें। निर्धारित समयावधि के पश्चात प्राप्त आपत्तियों पर कोई विचार नहीं किया जायेगा।: [14, 1048, 375, 1095]
ncr-tender-title: उत्तर मध्य रेलवे, प्रयागराज: [396, 1008, 570, 1028]
wcr-heading-2: 25 के वी कर्षण के चालू करना (सड़क उपयोगकर्ता को चेतावनी): [88, 1512, 301, 1524]
ncr-tender-note: उपरोक्त ई-प्रापण निविदा का पूरा विवरण IREPS वेबसाइट https://www.ireps.gov.in पर उपलब्ध है।: [396, 1114, 747, 1125]
ncr-tender-subtitle: ई-प्रापण निविदा सूचना संख्या 04/2022-23 दिनांक: 14.07.2022: [396, 1031, 666, 1044]
wcr-sign: उप मुख्य वि. अभि. (निर्माण), पमरे, जबलपुर: [223, 1599, 375, 1610]
osop-heading: एक स्टेशन एक उत्पाद योजना का विशिष्ट आयोजन: [934, 1537, 1503, 1566]
category-auto[interactable]: ऑटो मोबाइल्स, ट्रेवल्स: [629, 1982, 700, 1992]
wcr-prak-1: प्रोक्लमा 10.01: [163, 1396, 227, 1408]
registration-dot: [903, 2435, 915, 2446]
ncr-tender-intro: भारत के राष्ट्रपति की ओर से वरिष्ठ मंडल सामग्री प्रबंधक, उत्तर मध्य रेलवे, झांसी द्वारा निम्नलिखित मद के लिए ई-प्रापण निविदा आमंत्रित की जाती है।: [396, 1046, 760, 1070]
ncr-tender-footer: North central railways: [396, 1138, 776, 1153]
tower-icon: [524, 2074, 599, 2244]
ncr-tender-code: 879/22 FA: [726, 1126, 776, 1137]
minor-headline: नाबालिक के साथ छेड़छाड़ करने वाला आरोपी गिरफ्तार: [1104, 652, 1461, 672]
icon-jobs-icon: [359, 1921, 410, 1972]
june-body: रीवा। शहर के जोन क्रमांक 4 में बिना स्वीकृत मानचित्र के अवैध निर्माण किया जा रहा था। जानकारी मिलने पर निगम अधिकारी मौके पर पहुंचे और निर्माण कार्य रुकवा दिया। बताया गया है कि शहर में तेजी से अतिक्रमण पर निगम आयुक्त मृणाल मीना गंभीरता से ध्यान दिया जा रहा है। इसी क्रम में उन्होंने बिना स्वीकृति के निर्माण करने वालों पर नजर रखने के निर्देश दिए हैं। सोमवार को जोन क्रमांक 4 में ऐसे ही अवैध निर्माण को रोका गया। इसके बाद भवन अधिकारी ने जोन के अधिकारियों को निर्देशित किया है कि बिना अनुमति भवन निर्माण पर कार्रवाई हो। उन्होंने संबंधित को नोटिस जारी कर जवाब मांगा है। इस दौरान कार्रवाई की गई। कार्रवाई में निगम का अमला मौजूद रहा।: [790, 1115, 917, 1443]
